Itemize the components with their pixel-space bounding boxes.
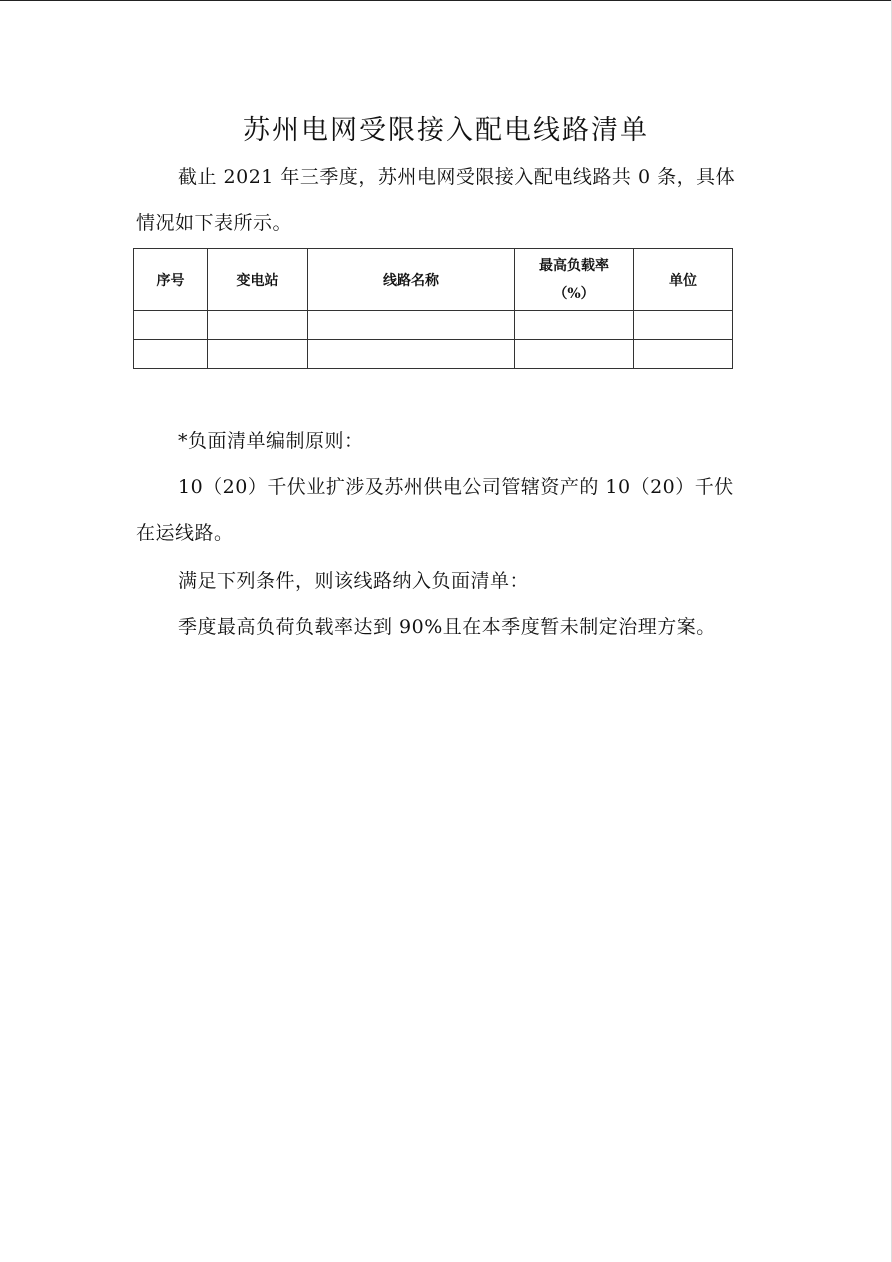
header-substation: 变电站 [208, 249, 308, 311]
cell-seq [134, 340, 208, 369]
cell-line-name [308, 311, 515, 340]
cell-max-load-rate [515, 340, 634, 369]
table-row [134, 311, 733, 340]
table-row [134, 340, 733, 369]
intro-line-2: 情况如下表所示。 [136, 212, 293, 234]
document-title: 苏州电网受限接入配电线路清单 [243, 115, 649, 146]
cell-seq [134, 311, 208, 340]
header-unit: 单位 [634, 249, 733, 311]
cell-unit [634, 311, 733, 340]
header-max-load-rate-unit: （%） [553, 285, 595, 302]
principle-line-2: 在运线路。 [136, 522, 234, 544]
header-max-load-rate [515, 249, 634, 311]
header-line-name: 线路名称 [308, 249, 515, 311]
intro-line-1: 截止 2021 年三季度，苏州电网受限接入配电线路共 0 条，具体 [178, 166, 736, 188]
page-top-border [0, 0, 892, 1]
header-seq: 序号 [134, 249, 208, 311]
cell-line-name [308, 340, 515, 369]
principle-paragraph [136, 464, 760, 556]
cell-max-load-rate [515, 311, 634, 340]
intro-paragraph [136, 154, 760, 246]
table-header-row [134, 249, 733, 311]
condition-intro: 满足下列条件，则该线路纳入负面清单： [178, 570, 530, 592]
cell-substation [208, 311, 308, 340]
criterion-text: 季度最高负荷负载率达到 90%且在本季度暂未制定治理方案。 [178, 616, 716, 638]
principles-heading: *负面清单编制原则： [178, 430, 364, 452]
cell-unit [634, 340, 733, 369]
header-max-load-rate-label: 最高负载率 [539, 257, 609, 274]
cell-substation [208, 340, 308, 369]
principle-line-1: 10（20）千伏业扩涉及苏州供电公司管辖资产的 10（20）千伏 [178, 476, 734, 498]
restricted-lines-table [133, 248, 733, 369]
